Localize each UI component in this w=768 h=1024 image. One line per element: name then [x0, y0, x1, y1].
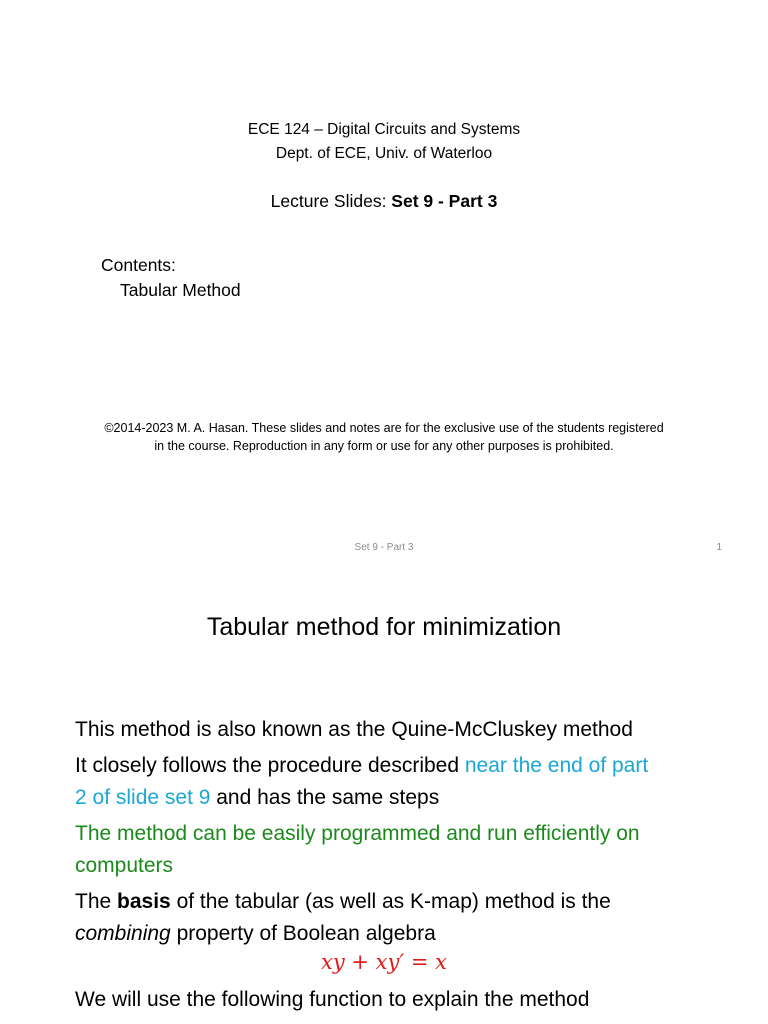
- combining-word: combining: [75, 922, 171, 945]
- basis-the: The: [75, 890, 118, 913]
- course-title: ECE 124 – Digital Circuits and Systems: [247, 121, 521, 138]
- paragraph-programmed: [75, 818, 735, 882]
- page-number: 1: [716, 542, 722, 553]
- contents-block: [101, 253, 241, 303]
- basis-word: basis: [117, 890, 171, 913]
- slide-set-reference-link-cont[interactable]: 2 of slide set 9: [75, 786, 211, 809]
- basis-rest: of the tabular (as well as K-map) method is the: [170, 890, 611, 913]
- department: Dept. of ECE, Univ. of Waterloo: [275, 145, 493, 162]
- contents-label: Contents:: [101, 255, 176, 275]
- slide-set-reference-link[interactable]: near the end of part: [464, 754, 649, 777]
- slide-body: [75, 714, 735, 950]
- procedure-end: and has the same steps: [210, 786, 440, 809]
- lecture-prefix: Lecture Slides:: [270, 191, 392, 211]
- combining-formula: xy + xy′ = x: [321, 950, 447, 974]
- basis-end: property of Boolean algebra: [170, 922, 436, 945]
- slide-title: Tabular method for minimization: [206, 613, 562, 641]
- procedure-text: It closely follows the procedure described: [75, 754, 465, 777]
- programmed-line-1: The method can be easily programmed and run efficiently on: [75, 822, 640, 845]
- copyright-line-1: ©2014-2023 M. A. Hasan. These slides and notes are for the exclusive use of the students registered: [104, 421, 664, 435]
- paragraph-quine: This method is also known as the Quine-McCluskey method: [75, 718, 633, 741]
- slide-footer: Set 9 - Part 3: [354, 542, 414, 553]
- lecture-set: Set 9 - Part 3: [391, 191, 498, 211]
- copyright-line-2: in the course. Reproduction in any form or use for any other purposes is prohibited.: [154, 439, 614, 453]
- paragraph-function: We will use the following function to explain the method: [75, 988, 590, 1011]
- lecture-title: [0, 191, 768, 212]
- paragraph-basis: [75, 886, 735, 950]
- contents-item: Tabular Method: [120, 280, 241, 300]
- copyright-notice: [0, 419, 768, 455]
- course-header: [0, 118, 768, 166]
- programmed-line-2: computers: [75, 854, 174, 877]
- paragraph-procedure: [75, 750, 735, 814]
